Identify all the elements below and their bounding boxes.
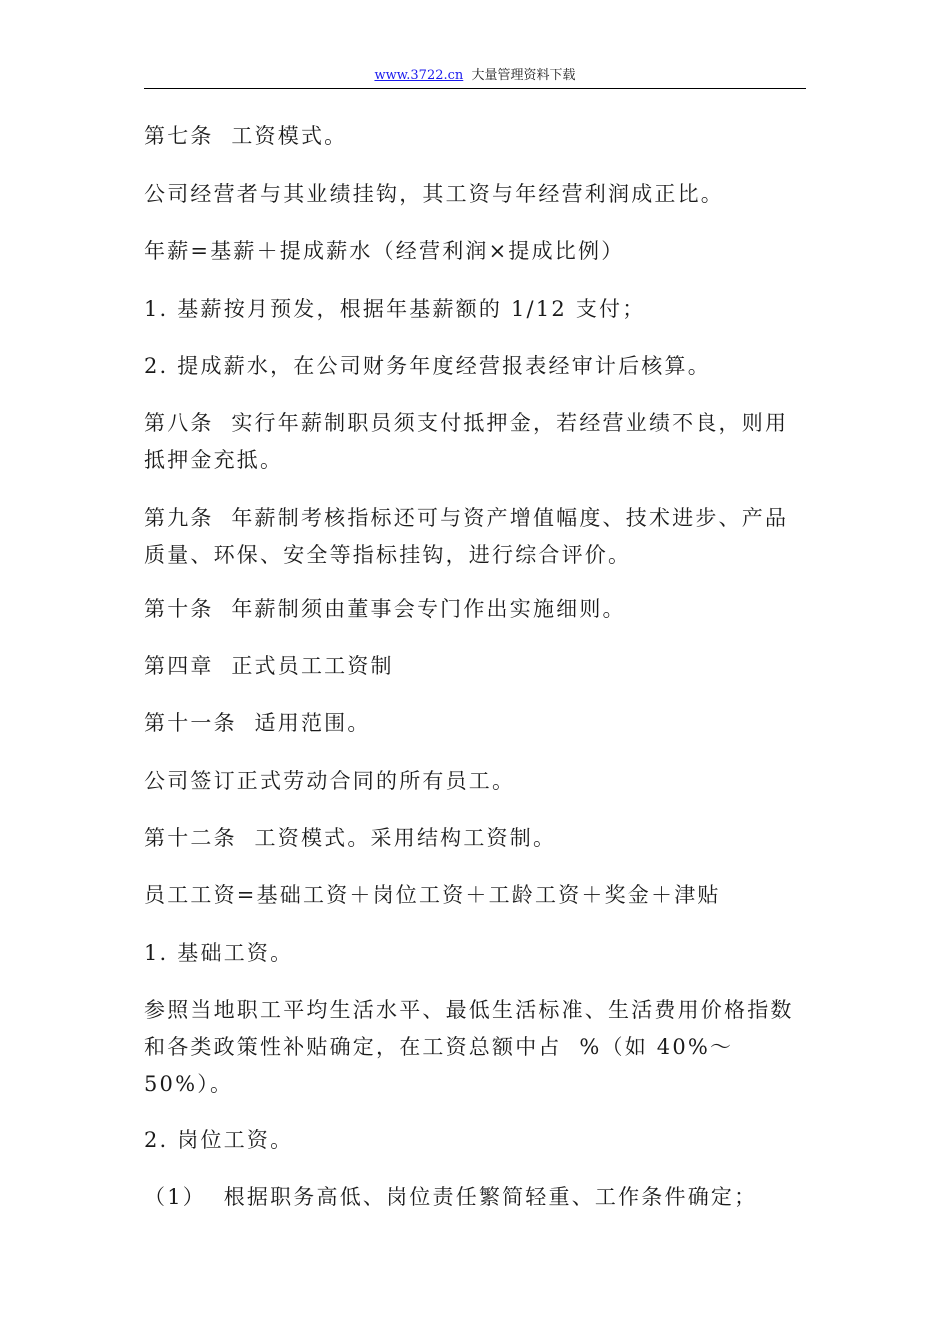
wage-formula: 员工工资=基础工资＋岗位工资＋工龄工资＋奖金＋津贴	[144, 883, 721, 907]
list-item: 2. 岗位工资。	[144, 1128, 294, 1152]
article-7-heading: 第七条 工资模式。	[144, 124, 348, 148]
page-header	[144, 66, 806, 86]
article-9: 第九条 年薪制考核指标还可与资产增值幅度、技术进步、产品质量、环保、安全等指标挂钩，进行综合评价。	[144, 506, 789, 567]
chapter-4-heading: 第四章 正式员工工资制	[144, 654, 394, 678]
list-item: 1. 基薪按月预发，根据年基薪额的 1/12 支付；	[144, 297, 646, 321]
paragraph: 参照当地职工平均生活水平、最低生活标准、生活费用价格指数和各类政策性补贴确定，在工资总额中占 %（如 40%～50%）。	[144, 998, 794, 1096]
paragraph: 公司签订正式劳动合同的所有员工。	[144, 769, 516, 793]
paragraph: 公司经营者与其业绩挂钩，其工资与年经营利润成正比。	[144, 182, 724, 206]
site-link[interactable]: www.3722.cn	[374, 68, 464, 83]
annual-salary-formula: 年薪=基薪＋提成薪水（经营利润×提成比例）	[144, 239, 625, 263]
article-10: 第十条 年薪制须由董事会专门作出实施细则。	[144, 597, 626, 621]
header-divider	[144, 88, 806, 89]
sub-list-item: （1） 根据职务高低、岗位责任繁简轻重、工作条件确定；	[144, 1185, 758, 1209]
header-tagline: 大量管理资料下载	[471, 68, 576, 83]
article-12-heading: 第十二条 工资模式。采用结构工资制。	[144, 826, 557, 850]
article-11-heading: 第十一条 适用范围。	[144, 711, 371, 735]
list-item: 1. 基础工资。	[144, 941, 294, 965]
list-item: 2. 提成薪水，在公司财务年度经营报表经审计后核算。	[144, 354, 711, 378]
article-8: 第八条 实行年薪制职员须支付抵押金，若经营业绩不良，则用抵押金充抵。	[144, 411, 789, 472]
